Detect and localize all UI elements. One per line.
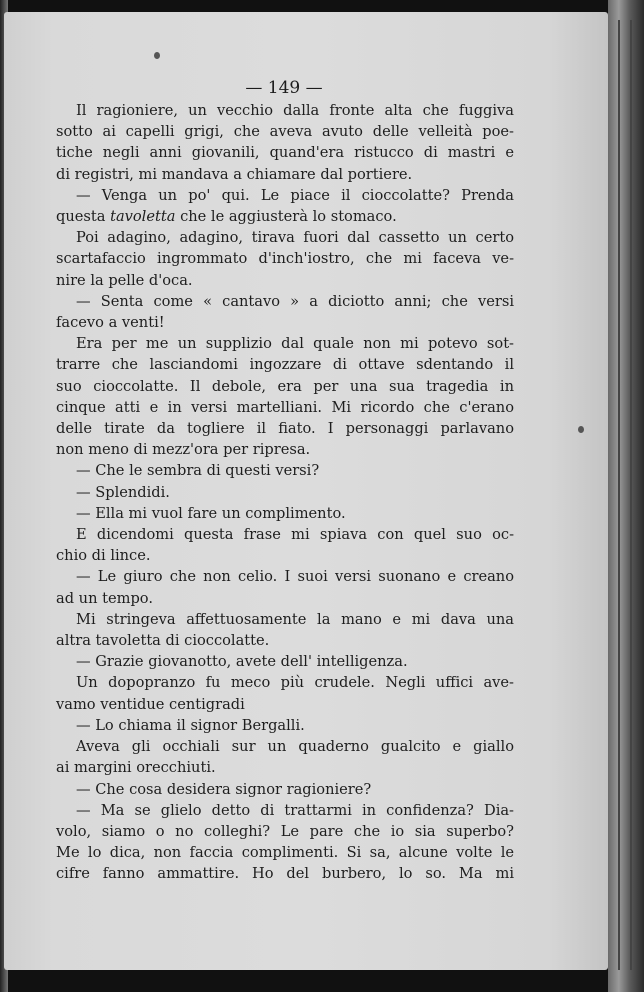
text-line: Me lo dica, non faccia complimenti. Si sa, alcune volte le (56, 844, 514, 862)
text-fragment: questa (56, 208, 106, 226)
paper-page (4, 12, 608, 970)
text-fragment: che le aggiusterà lo stomaco. (180, 208, 397, 226)
text-line: — Che le sembra di questi versi? (76, 462, 320, 480)
text-line: chio di lince. (56, 547, 151, 565)
text-line: — Grazie giovanotto, avete dell' intelligenza. (76, 653, 408, 671)
text-line: — Splendidi. (76, 483, 170, 501)
text-line: ad un tempo. (56, 589, 153, 607)
text-line: vamo ventidue centigradi (56, 695, 245, 713)
text-line: cifre fanno ammattire. Ho del burbero, lo so. Ma mi (56, 865, 514, 883)
text-line: — Le giuro che non celio. I suoi versi suonano e creano (76, 568, 514, 586)
text-line: — Ella mi vuol fare un complimento. (76, 504, 346, 522)
text-line: cinque atti e in versi martelliani. Mi ricordo che c'erano (56, 398, 514, 416)
text-line: tiche negli anni giovanili, quand'era ristucco di mastri e (56, 144, 514, 162)
text-line: sotto ai capelli grigi, che aveva avuto delle velleità poe- (56, 123, 514, 141)
text-line: scartafaccio ingrommato d'inch'iostro, che mi faceva ve- (56, 250, 514, 268)
text-line: — Venga un po' qui. Le piace il cioccolatte? Prenda (76, 186, 514, 204)
text-line: ai margini orecchiuti. (56, 759, 216, 777)
text-line: volo, siamo o no colleghi? Le pare che io sia superbo? (56, 822, 514, 840)
book-page-edges (608, 0, 644, 992)
text-line: delle tirate da togliere il fiato. I personaggi parlavano (56, 420, 514, 438)
text-line: altra tavoletta di cioccolatte. (56, 632, 270, 650)
text-line: — Lo chiama il signor Bergalli. (76, 716, 305, 734)
text-line: Aveva gli occhiali sur un quaderno gualcito e giallo (76, 738, 514, 756)
body-text (56, 100, 514, 885)
italic-word: tavoletta (110, 208, 176, 226)
text-line: Poi adagino, adagino, tirava fuori dal cassetto un certo (76, 229, 514, 247)
text-line: suo cioccolatte. Il debole, era per una sua tragedia in (56, 377, 514, 395)
text-line: E dicendomi questa frase mi spiava con quel suo oc- (76, 526, 514, 544)
text-line (56, 206, 514, 227)
text-line: Un dopopranzo fu meco più crudele. Negli uffici ave- (76, 674, 514, 692)
page-edge-line (630, 20, 632, 970)
page-edge-line (618, 20, 620, 970)
page-number: — 149 — (245, 78, 323, 98)
text-line: Il ragioniere, un vecchio dalla fronte alta che fuggiva (76, 102, 514, 119)
text-line: — Che cosa desidera signor ragioniere? (76, 780, 372, 798)
ink-speck (154, 52, 160, 59)
text-line: di registri, mi mandava a chiamare dal portiere. (56, 165, 413, 183)
text-line: non meno di mezz'ora per ripresa. (56, 441, 311, 459)
text-line: Mi stringeva affettuosamente la mano e mi dava una (76, 610, 514, 628)
text-line: facevo a venti! (56, 314, 165, 332)
ink-speck (578, 426, 584, 433)
text-line: nire la pelle d'oca. (56, 271, 193, 289)
text-line: trarre che lasciandomi ingozzare di ottave sdentando il (56, 356, 514, 374)
text-line: Era per me un supplizio dal quale non mi potevo sot- (76, 335, 514, 353)
text-line: — Senta come « cantavo » a diciotto anni; che versi (76, 292, 514, 310)
text-line: — Ma se glielo detto di trattarmi in confidenza? Dia- (76, 801, 514, 819)
